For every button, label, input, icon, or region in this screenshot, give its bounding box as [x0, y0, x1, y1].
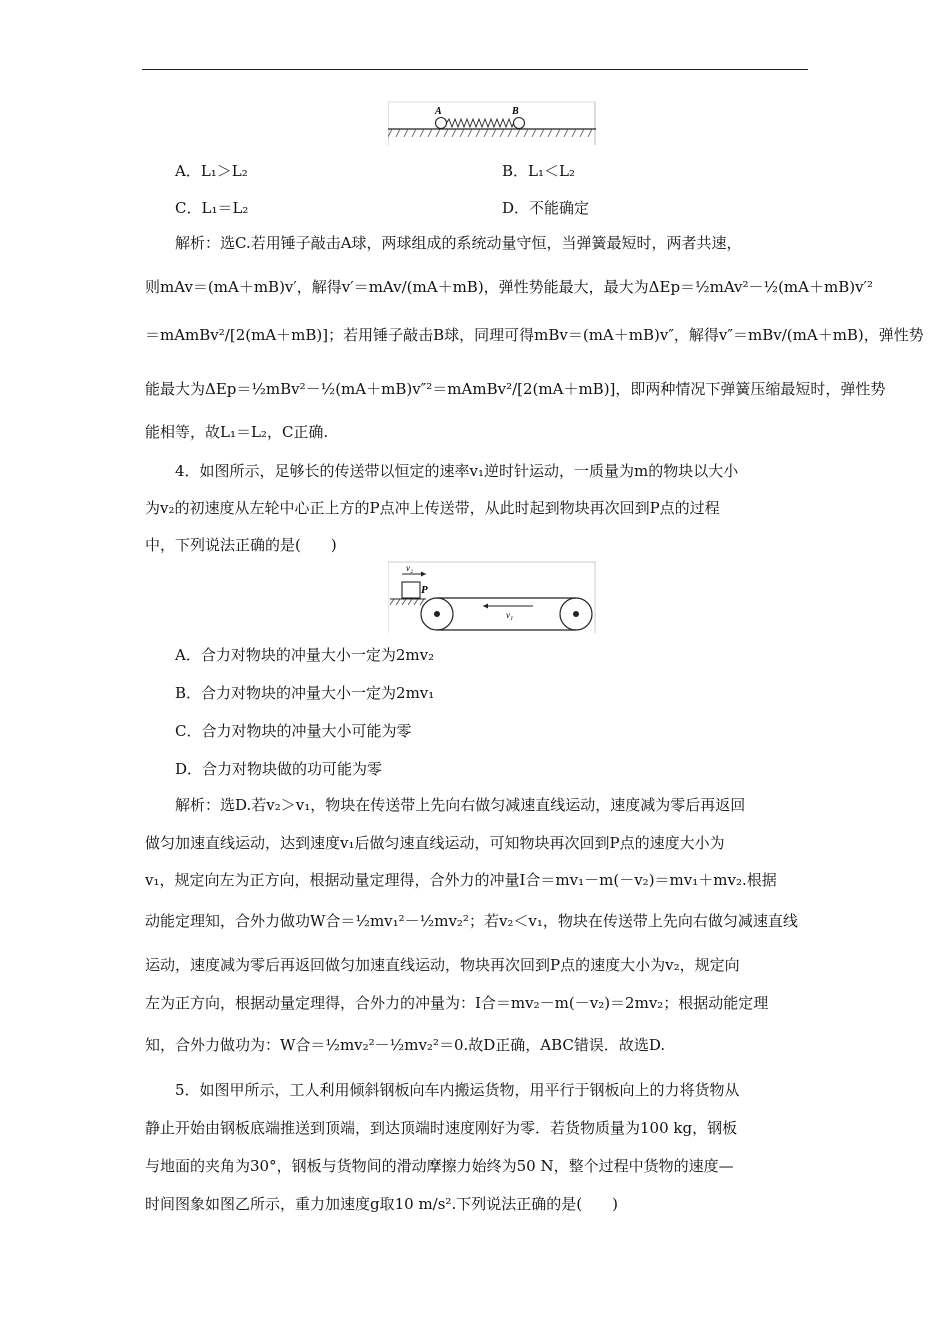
q3-option-a: A．L₁＞L₂	[175, 162, 248, 180]
q4-analysis-line-4: 动能定理知，合外力做功W合＝½mv₁²－½mv₂²；若v₂＜v₁，物块在传送带上先向右做匀减速直线	[145, 912, 798, 930]
q4-option-b: B．合力对物块的冲量大小一定为2mv₁	[175, 684, 435, 702]
q3-option-b: B．L₁＜L₂	[502, 162, 575, 180]
spring-figure	[388, 101, 596, 145]
q3-analysis-line-3: ＝mAmBv²/[2(mA＋mB)]；若用锤子敲击B球，同理可得mBv＝(mA＋mB)v″，解得v″＝mBv/(mA＋mB)，弹性势	[145, 326, 924, 344]
q5-stem-line-3: 与地面的夹角为30°，钢板与货物间的滑动摩擦力始终为50 N，整个过程中货物的速度—	[145, 1157, 734, 1175]
conveyor-figure	[388, 561, 596, 633]
q3-analysis-line-5: 能相等，故L₁＝L₂，C正确.	[145, 423, 329, 441]
q5-stem-line-2: 静止开始由钢板底端推送到顶端，到达顶端时速度刚好为零．若货物质量为100 kg，钢板	[145, 1119, 738, 1137]
q4-analysis-line-7: 知，合外力做功为：W合＝½mv₂²－½mv₂²＝0.故D正确，ABC错误．故选D.	[145, 1036, 666, 1054]
ball-a	[436, 118, 447, 129]
q4-analysis-line-1: 解析：选D.若v₂＞v₁，物块在传送带上先向右做匀减速直线运动，速度减为零后再返回	[175, 796, 746, 814]
p-label: P	[421, 584, 428, 596]
q4-option-c: C．合力对物块的冲量大小可能为零	[175, 722, 412, 740]
q3-analysis-line-4: 能最大为ΔEp＝½mBv²－½(mA＋mB)v″²＝mAmBv²/[2(mA＋mB)]，即两种情况下弹簧压缩最短时，弹性势	[145, 380, 886, 398]
q4-stem-line-3: 中，下列说法正确的是( )	[145, 536, 337, 554]
v1-label: v₁	[506, 610, 514, 620]
spring	[447, 119, 514, 127]
q4-analysis-line-5: 运动，速度减为零后再返回做匀加速直线运动，物块再次回到P点的速度大小为v₂，规定向	[145, 956, 740, 974]
q5-stem-line-1: 5．如图甲所示，工人利用倾斜钢板向车内搬运货物，用平行于钢板向上的力将货物从	[175, 1081, 740, 1099]
q4-option-a: A．合力对物块的冲量大小一定为2mv₂	[175, 646, 435, 664]
q4-analysis-line-2: 做匀加速直线运动，达到速度v₁后做匀速直线运动，可知物块再次回到P点的速度大小为	[145, 834, 725, 852]
q4-analysis-line-6: 左为正方向，根据动量定理得，合外力的冲量为：I合＝mv₂－m(－v₂)＝2mv₂；根据动能定理	[145, 994, 769, 1012]
q3-option-d: D．不能确定	[502, 199, 590, 217]
block	[402, 582, 420, 598]
label-a: A	[435, 106, 442, 117]
q4-analysis-line-3: v₁，规定向左为正方向，根据动量定理得，合外力的冲量I合＝mv₁－m(－v₂)＝mv₁＋mv₂.根据	[145, 871, 777, 889]
q4-option-d: D．合力对物块做的功可能为零	[175, 760, 383, 778]
v2-label: v₂	[406, 563, 414, 573]
q3-analysis-line-1: 解析：选C.若用锤子敲击A球，两球组成的系统动量守恒，当弹簧最短时，两者共速，	[175, 234, 742, 252]
q3-option-c: C．L₁＝L₂	[175, 199, 249, 217]
q3-analysis-line-2: 则mAv＝(mA＋mB)v′，解得v′＝mAv/(mA＋mB)，弹性势能最大，最大为ΔEp＝½mAv²－½(mA＋mB)v′²	[145, 278, 873, 296]
label-b: B	[512, 106, 519, 117]
q4-stem-line-1: 4．如图所示，足够长的传送带以恒定的速率v₁逆时针运动，一质量为m的物块以大小	[175, 462, 739, 480]
header-rule	[142, 69, 808, 70]
ball-b	[514, 118, 525, 129]
q4-stem-line-2: 为v₂的初速度从左轮中心正上方的P点冲上传送带，从此时起到物块再次回到P点的过程	[145, 499, 720, 517]
q5-stem-line-4: 时间图象如图乙所示，重力加速度g取10 m/s².下列说法正确的是( )	[145, 1195, 618, 1213]
